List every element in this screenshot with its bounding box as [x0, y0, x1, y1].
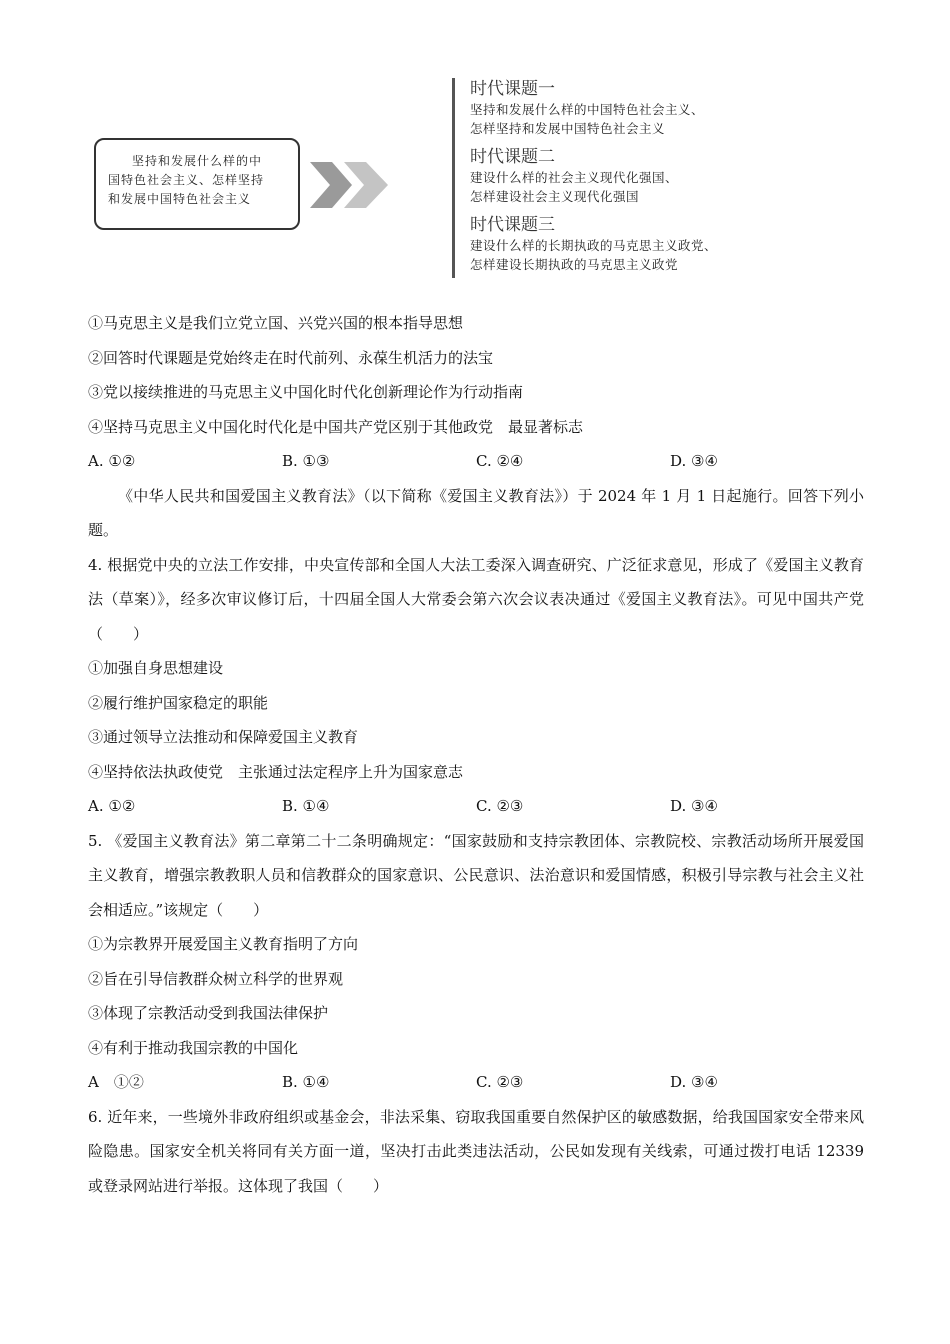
figure-theme-box: [94, 138, 300, 230]
statement: ②回答时代课题是党始终走在时代前列、永葆生机活力的法宝: [88, 348, 494, 367]
era-topic-title: 时代课题三: [470, 215, 555, 235]
option-b[interactable]: B. ①④: [282, 797, 330, 815]
question-6-stem: 6. 近年来，一些境外非政府组织或基金会，非法采集、窃取我国重要自然保护区的敏感数据，给我国国家安全带来风险隐患。国家安全机关将同有关方面一道，坚决打击此类违法活动，公民如发现有关线索，可通过拨打电话 12339 或登录网站进行举报。这体现了我国（ ）: [88, 1107, 864, 1195]
answer-options: [88, 789, 864, 824]
option-a[interactable]: A. ①②: [88, 452, 136, 470]
era-topics-list: [470, 78, 770, 282]
statement: ②旨在引导信教群众树立科学的世界观: [88, 969, 344, 988]
era-topic-line: 怎样建设长期执政的马克思主义政党: [470, 257, 679, 272]
era-topic-line: 怎样坚持和发展中国特色社会主义: [470, 121, 666, 136]
era-topic-title: 时代课题一: [470, 79, 555, 99]
question-4-stem: 4. 根据党中央的立法工作安排，中央宣传部和全国人大法工委深入调查研究、广泛征求意见，形成了《爱国主义教育法（草案）》，经多次审议修订后，十四届全国人大常委会第六次会议表决通过《爱国主义教育法》。可见中国共产党（ ）: [88, 555, 864, 643]
option-b[interactable]: B. ①④: [282, 1073, 330, 1091]
figure-box-line: 坚持和发展什么样的中: [132, 154, 263, 168]
statement: ①加强自身思想建设: [88, 659, 224, 677]
statement: ③通过领导立法推动和保障爱国主义教育: [88, 728, 359, 746]
option-a[interactable]: A ①②: [88, 1073, 144, 1091]
option-d[interactable]: D. ③④: [670, 1073, 718, 1091]
figure-box-line: 国特色社会主义、怎样坚持: [108, 173, 265, 187]
era-topic-line: 建设什么样的长期执政的马克思主义政党、: [470, 238, 718, 253]
era-topic-line: 建设什么样的社会主义现代化强国、: [470, 170, 679, 185]
option-b[interactable]: B. ①③: [282, 452, 330, 470]
option-c[interactable]: C. ②③: [476, 797, 524, 815]
era-topic: [470, 78, 770, 138]
divider-line: [452, 78, 455, 278]
statement: ①为宗教界开展爱国主义教育指明了方向: [88, 935, 359, 953]
question-5-stem: 5. 《爱国主义教育法》第二章第二十二条明确规定：“国家鼓励和支持宗教团体、宗教院校、宗教活动场所开展爱国主义教育，增强宗教教职人员和信教群众的国家意识、公民意识、法治意识和爱国情感，积极引导宗教与社会主义社会相适应。”该规定（ ）: [88, 831, 864, 919]
option-c[interactable]: C. ②④: [476, 452, 524, 470]
option-c[interactable]: C. ②③: [476, 1073, 524, 1091]
era-topic-line: 坚持和发展什么样的中国特色社会主义、: [470, 102, 705, 117]
era-topic: [470, 214, 770, 274]
statement: ④坚持马克思主义中国化时代化是中国共产党区别于其他政党 最显著标志: [88, 417, 584, 436]
exam-content: [88, 306, 864, 1203]
answer-options: [88, 1065, 864, 1100]
answer-options: [88, 444, 864, 479]
section-intro: 《中华人民共和国爱国主义教育法》（以下简称《爱国主义教育法》）于 2024 年 1 月 1 日起施行。回答下列小题。: [88, 486, 864, 539]
statement: ①马克思主义是我们立党立国、兴党兴国的根本指导思想: [88, 314, 464, 332]
era-topic-line: 怎样建设社会主义现代化强国: [470, 189, 640, 204]
era-topic-title: 时代课题二: [470, 147, 555, 167]
figure-box-line: 和发展中国特色社会主义: [108, 192, 252, 206]
option-d[interactable]: D. ③④: [670, 452, 718, 470]
double-chevron-arrow-icon: [310, 162, 394, 208]
statement: ④坚持依法执政使党 主张通过法定程序上升为国家意志: [88, 762, 464, 781]
option-d[interactable]: D. ③④: [670, 797, 718, 815]
statement: ③党以接续推进的马克思主义中国化时代化创新理论作为行动指南: [88, 383, 524, 401]
question-figure: [88, 70, 768, 285]
statement: ③体现了宗教活动受到我国法律保护: [88, 1004, 329, 1022]
era-topic: [470, 146, 770, 206]
option-a[interactable]: A. ①②: [88, 797, 136, 815]
statement: ④有利于推动我国宗教的中国化: [88, 1038, 299, 1057]
statement: ②履行维护国家稳定的职能: [88, 693, 269, 712]
